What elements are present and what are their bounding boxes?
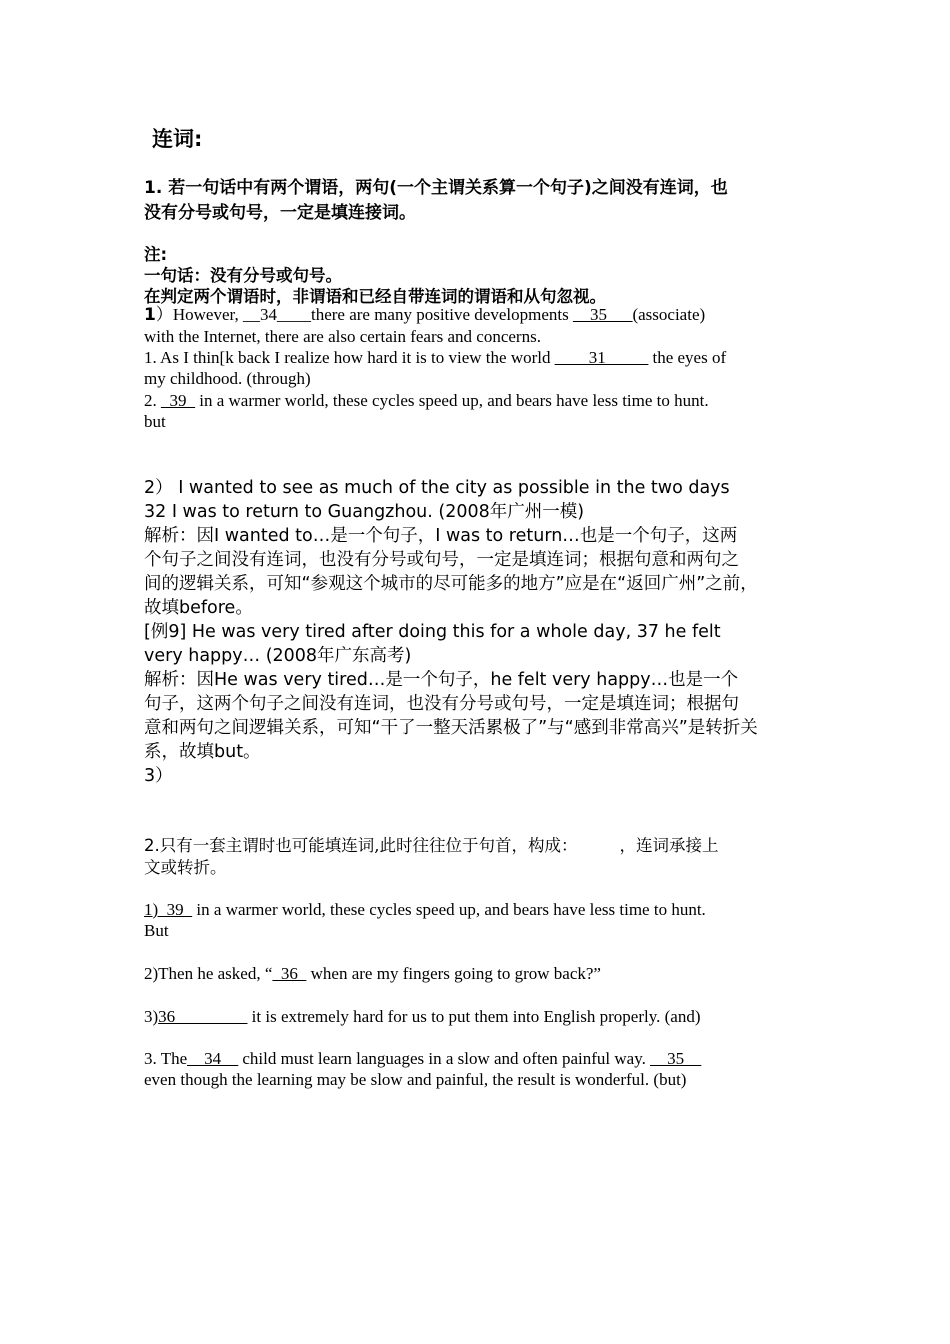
example-1c-line-2: but <box>144 412 166 431</box>
note-block <box>144 244 810 307</box>
example-1-line-2: with the Internet, there are also certain fears and concerns. <box>144 327 541 346</box>
rule-2-example-4-line-2: even though the learning may be slow and painful, the result is wonderful. (but) <box>144 1070 687 1089</box>
section-heading: 连词: <box>152 127 203 151</box>
s2-line-1: 2） I wanted to see as much of the city as possible in the two days <box>144 478 730 498</box>
rule-2-example-3-text-a: 3) <box>144 1007 159 1026</box>
example-1b-text-a: 1. As I thin[k back I realize how hard it is to view the world <box>144 348 555 367</box>
example-1-line-1 <box>144 304 810 326</box>
blank-35b: __35__ <box>650 1049 702 1068</box>
blank-34: __34____ <box>242 305 311 324</box>
s2-line-12: 系，故填but。 <box>144 742 261 762</box>
example-1b-line-1 <box>144 347 810 368</box>
blank-31: ____31_____ <box>554 348 649 367</box>
rule-2-example-4-text-b: child must learn languages in a slow and often painful way. <box>238 1049 651 1068</box>
rule-2-example-1 <box>144 899 810 941</box>
rule-2 <box>144 835 810 879</box>
rule-1-line-2: 没有分号或句号，一定是填连接词。 <box>144 203 416 223</box>
example-1-number: 1 <box>144 305 156 325</box>
blank-39b: 1) 39 <box>144 900 193 919</box>
rule-2-example-4-text-a: 3. The <box>144 1049 188 1068</box>
example-1b-line-2: my childhood. (through) <box>144 369 311 388</box>
rule-2-example-2-text-b: when are my fingers going to grow back?” <box>306 964 601 983</box>
rule-2-example-1-line-2: But <box>144 921 169 940</box>
note-title: 注: <box>144 245 168 264</box>
s2-line-9: 解析：因He was very tired…是一个句子，he felt very happy…也是一个 <box>144 670 739 690</box>
rule-2-line-1 <box>144 835 810 857</box>
rule-2-example-1-text: in a warmer world, these cycles speed up, and bears have less time to hunt. <box>192 900 706 919</box>
rule-2-tail: ，连词承接上 <box>619 836 719 855</box>
s2-line-5: 间的逻辑关系，可知“参观这个城市的尽可能多的地方”应是在“返回广州”之前， <box>144 574 758 594</box>
example-1c-text-b: in a warmer world, these cycles speed up, and bears have less time to hunt. <box>195 391 709 410</box>
blank-34b: __34__ <box>187 1049 239 1068</box>
s2-line-8: very happy… (2008年广东高考) <box>144 646 412 666</box>
rule-2-example-2-text-a: 2)Then he asked, “ <box>144 964 273 983</box>
blank-36b: 36 ________ <box>158 1007 248 1026</box>
rule-2-gap <box>578 836 620 855</box>
s2-line-13: 3） <box>144 766 173 786</box>
blank-36: 36 <box>272 964 307 983</box>
rule-2-text: 只有一套主谓时也可能填连词,此时往往位于句首，构成： <box>159 836 578 855</box>
s2-line-7: [例9] He was very tired after doing this for a whole day, 37 he felt <box>144 622 721 642</box>
s2-line-11: 意和两句之间逻辑关系，可知“干了一整天活累极了”与“感到非常高兴”是转折关 <box>144 718 758 738</box>
s2-line-3: 解析：因I wanted to…是一个句子，I was to return…也是一个句子，这两 <box>144 526 738 546</box>
s2-line-10: 句子，这两个句子之间没有连词，也没有分号或句号，一定是填连词；根据句 <box>144 694 739 714</box>
s2-line-4: 个句子之间没有连词，也没有分号或句号，一定是填连词；根据句意和两句之 <box>144 550 739 570</box>
example-1b <box>144 347 810 389</box>
rule-2-example-2-line-1 <box>144 963 810 984</box>
rule-2-line-2: 文或转折。 <box>144 858 227 877</box>
rule-2-example-4 <box>144 1048 810 1090</box>
example-1c-line-1 <box>144 390 810 411</box>
rule-2-example-3-line-1 <box>144 1006 810 1027</box>
blank-39: _39_ <box>161 391 195 410</box>
blank-35: __35___ <box>572 305 633 324</box>
rule-2-example-3-text-b: it is extremely hard for us to put them into English properly. (and) <box>247 1007 701 1026</box>
s2-line-6: 故填before。 <box>144 598 253 618</box>
note-line-2: 在判定两个谓语时，非谓语和已经自带连词的谓语和从句忽视。 <box>144 287 606 306</box>
example-1-paren: ） <box>155 305 173 324</box>
rule-2-example-1-line-1 <box>144 899 810 920</box>
rule-2-example-2 <box>144 963 810 984</box>
rule-2-example-4-line-1 <box>144 1048 810 1069</box>
example-1-text-a: However, <box>172 305 243 324</box>
section-2-examples <box>144 476 810 788</box>
rule-1-line-1: 1. 若一句话中有两个谓语，两句(一个主谓关系算一个句子)之间没有连词，也 <box>144 178 728 198</box>
example-1b-text-b: the eyes of <box>648 348 727 367</box>
example-1c <box>144 390 810 432</box>
rule-2-number: 2. <box>144 836 160 855</box>
rule-2-example-3 <box>144 1006 810 1027</box>
s2-line-2: 32 I was to return to Guangzhou. (2008年广州一模) <box>144 502 585 522</box>
note-line-1: 一句话：没有分号或句号。 <box>144 266 342 285</box>
rule-1 <box>144 176 810 226</box>
example-1-text-c: (associate) <box>632 305 706 324</box>
example-1 <box>144 304 810 347</box>
example-1-text-b: there are many positive developments <box>310 305 573 324</box>
example-1c-text-a: 2. <box>144 391 161 410</box>
